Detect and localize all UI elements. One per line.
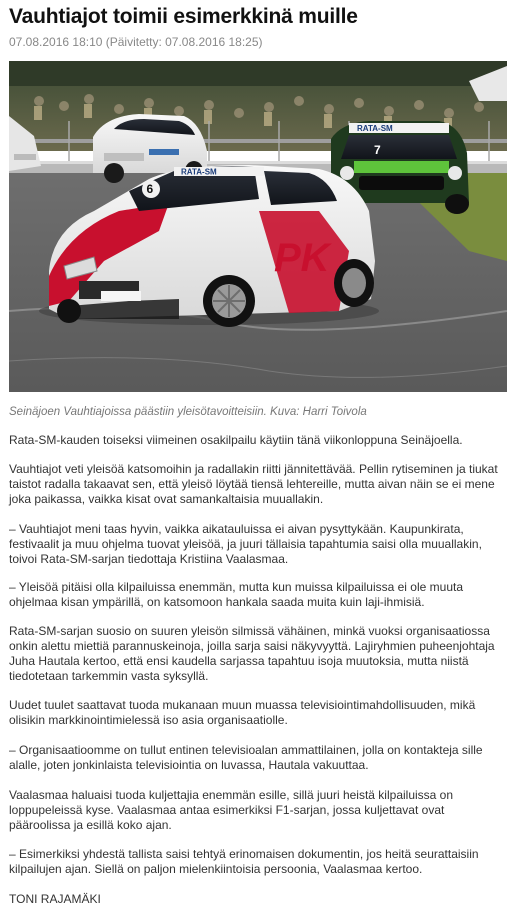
photo-caption: Seinäjoen Vauhtiajoissa päästiin yleisötavoitteisiin. Kuva: Harri Toivola [9, 406, 367, 418]
paragraph-6: Uudet tuulet saattavat tuoda mukanaan muun muassa televisiointimahdollisuuden, mikä olisikin markkinointimielessä iso asia organisaatiolle. [9, 698, 476, 727]
paragraph-1: Rata-SM-kauden toiseksi viimeinen osakilpailu käytiin tänä viikonloppuna Seinäjoella. [9, 433, 463, 447]
car1-number: 6 [146, 182, 154, 196]
paragraph-5: Rata-SM-sarjan suosio on suuren yleisön silmissä vähäinen, minkä vuoksi organisaatiossa onkin alettu miettiä parannuskeinoja, joilla sarja saisi näkyvyyttä. Lajiryhmien puheenjohtaja Juha Hautala kertoo, että ensi kaudella sarjassa tapahtuu isoja muutoksia, mutta niistä tiedotetaan tarkemmin vasta syksyllä. [9, 624, 495, 683]
article-dateline: 07.08.2016 18:10 (Päivitetty: 07.08.2016 18:25) [9, 35, 263, 49]
paragraph-8: Vaalasmaa haluaisi tuoda kuljettajia enemmän esille, sillä juuri heistä kilpailuissa on loppupeleissä kyse. Vaalasmaa antaa esimerkiksi F1-sarjan, jossa kuljettavat ovat pääroolissa ja esillä koko ajan. [9, 788, 454, 832]
article [9, 0, 509, 906]
banner-text-2: RATA-SM [357, 124, 393, 133]
paragraph-4: – Yleisöä pitäisi olla kilpailuissa enemmän, mutta kun muissa kilpailuissa ei ole muuta ohjelmaa kisan ympärillä, on katsomoon hankala saada muita kuin laji-ihmisiä. [9, 580, 464, 609]
article-body [9, 419, 509, 906]
paragraph-2: Vauhtiajot veti yleisöä katsomoihin ja radallakin riitti jännitettävää. Pellin rytiseminen ja tiukat taistot radalla takaavat sen, että yleisö löytää tiensä lehtereille, mutta aivan näin se ei mene joka paikassa, vaikka kisat ovat samankaltaisia muuallakin. [9, 462, 498, 506]
paragraph-3: – Vauhtiajot meni taas hyvin, vaikka aikatauluissa ei aivan pysyttykään. Kaupunkirata, festivaalit ja muu ohjelma tuovat yleisöä, ja juuri tällaisia tapahtumia saisi olla muuallakin, toivoi Rata-SM-sarjan tiedottaja Kristiina Vaalasmaa. [9, 522, 482, 566]
car2-number: 7 [374, 143, 381, 157]
paragraph-7: – Organisaatioomme on tullut entinen televisioalan ammattilainen, jolla on kontakteja sille alalle, joten jonkinlaista televisiointia on luvassa, Hautala vakuuttaa. [9, 743, 483, 772]
article-headline: Vauhtiajot toimii esimerkkinä muille [9, 5, 358, 28]
article-photo[interactable] [9, 61, 507, 392]
paragraph-9: – Esimerkiksi yhdestä tallista saisi tehtyä erinomaisen dokumentin, jos heitä seurattaisiin kilpailujen ajan. Siellä on paljon mielenkiintoisia persoonia, Vaalasmaa kertoo. [9, 847, 479, 876]
banner-text-1: RATA-SM [181, 167, 217, 177]
car1-sponsor: PK [274, 236, 330, 280]
article-byline: TONI RAJAMÄKI [9, 892, 101, 906]
